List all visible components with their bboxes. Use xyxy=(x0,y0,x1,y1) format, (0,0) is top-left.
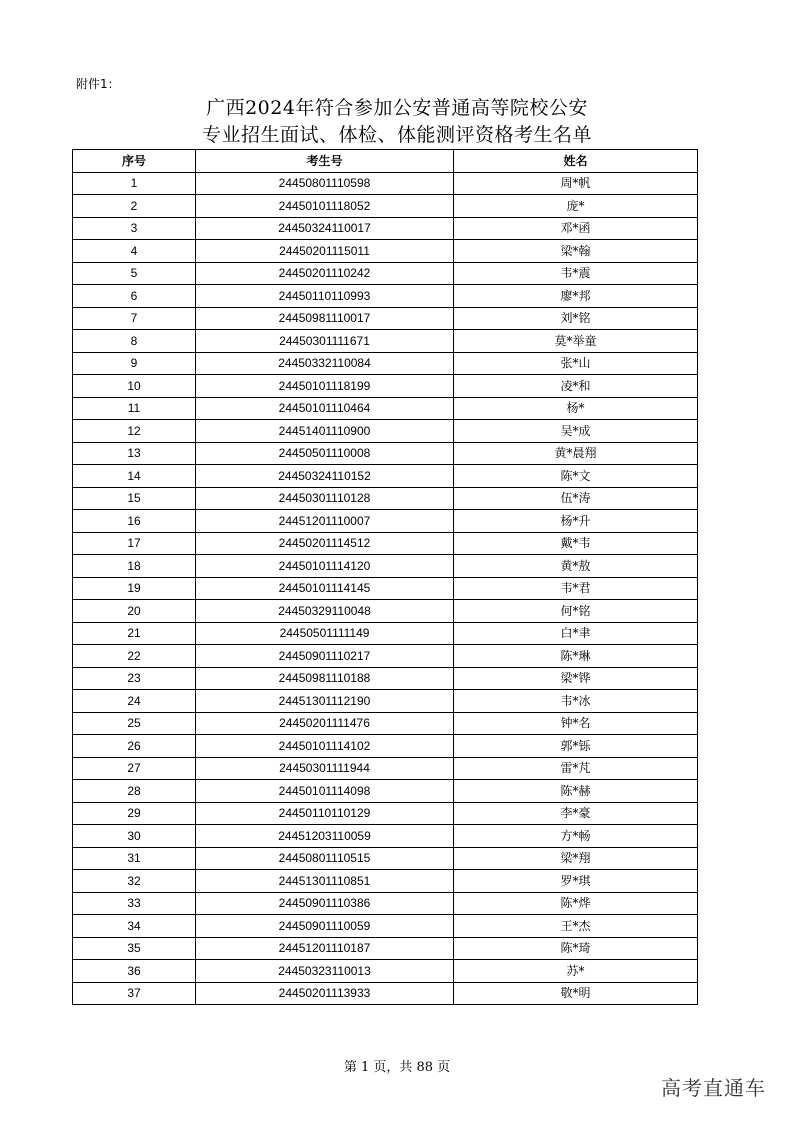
name-cell: 李*豪 xyxy=(454,802,698,825)
candidate-number-cell: 24450329110048 xyxy=(196,600,454,623)
candidate-number-cell: 24450101114120 xyxy=(196,555,454,578)
name-cell: 罗*琪 xyxy=(454,870,698,893)
serial-number-cell: 25 xyxy=(73,712,196,735)
candidate-number-cell: 24450981110188 xyxy=(196,667,454,690)
table-row xyxy=(73,870,698,893)
candidate-number-cell: 24450324110017 xyxy=(196,217,454,240)
name-cell: 庞* xyxy=(454,195,698,218)
table-row xyxy=(73,600,698,623)
candidate-number-cell: 24450201115011 xyxy=(196,240,454,263)
name-cell: 白*聿 xyxy=(454,622,698,645)
candidate-number-cell: 24450101114102 xyxy=(196,735,454,758)
name-cell: 钟*名 xyxy=(454,712,698,735)
candidate-number-cell: 24450332110084 xyxy=(196,352,454,375)
name-cell: 黄*敖 xyxy=(454,555,698,578)
table-row xyxy=(73,375,698,398)
document-title-line2: 专业招生面试、体检、体能测评资格考生名单 xyxy=(201,124,592,146)
table-body xyxy=(73,172,698,1005)
candidate-number-cell: 24450110110129 xyxy=(196,802,454,825)
name-cell: 陈*琳 xyxy=(454,645,698,668)
candidate-number-cell: 24450201113933 xyxy=(196,982,454,1005)
table-row xyxy=(73,802,698,825)
candidate-number-cell: 24451201110187 xyxy=(196,937,454,960)
name-cell: 戴*韦 xyxy=(454,532,698,555)
candidate-number-cell: 24450101114145 xyxy=(196,577,454,600)
serial-number-cell: 17 xyxy=(73,532,196,555)
table-row xyxy=(73,510,698,533)
serial-number-cell: 37 xyxy=(73,982,196,1005)
candidate-number-cell: 24450301110128 xyxy=(196,487,454,510)
name-cell: 陈*烨 xyxy=(454,892,698,915)
name-cell: 杨*升 xyxy=(454,510,698,533)
serial-number-cell: 26 xyxy=(73,735,196,758)
serial-number-cell: 32 xyxy=(73,870,196,893)
name-cell: 廖*邦 xyxy=(454,285,698,308)
name-cell: 周*帆 xyxy=(454,172,698,195)
name-cell: 敬*明 xyxy=(454,982,698,1005)
table-row xyxy=(73,532,698,555)
serial-number-cell: 31 xyxy=(73,847,196,870)
watermark: 高考直通车 xyxy=(661,1076,766,1100)
table-row xyxy=(73,577,698,600)
name-cell: 方*畅 xyxy=(454,825,698,848)
table-row xyxy=(73,330,698,353)
table-row xyxy=(73,825,698,848)
candidate-number-cell: 24450901110217 xyxy=(196,645,454,668)
name-cell: 陈*琦 xyxy=(454,937,698,960)
candidate-number-cell: 24450101114098 xyxy=(196,780,454,803)
name-cell: 杨* xyxy=(454,397,698,420)
table-row xyxy=(73,352,698,375)
serial-number-cell: 3 xyxy=(73,217,196,240)
candidate-number-cell: 24450324110152 xyxy=(196,465,454,488)
table-row xyxy=(73,645,698,668)
serial-number-cell: 9 xyxy=(73,352,196,375)
header-candidate-number: 考生号 xyxy=(196,150,454,173)
serial-number-cell: 34 xyxy=(73,915,196,938)
serial-number-cell: 22 xyxy=(73,645,196,668)
candidate-number-cell: 24450801110515 xyxy=(196,847,454,870)
name-cell: 张*山 xyxy=(454,352,698,375)
candidate-number-cell: 24450101118199 xyxy=(196,375,454,398)
serial-number-cell: 20 xyxy=(73,600,196,623)
candidate-number-cell: 24450501110008 xyxy=(196,442,454,465)
candidate-table xyxy=(72,149,698,1005)
table-row xyxy=(73,555,698,578)
table-row xyxy=(73,465,698,488)
serial-number-cell: 27 xyxy=(73,757,196,780)
table-row xyxy=(73,690,698,713)
candidate-number-cell: 24451301110851 xyxy=(196,870,454,893)
serial-number-cell: 15 xyxy=(73,487,196,510)
candidate-number-cell: 24450301111671 xyxy=(196,330,454,353)
candidate-number-cell: 24450110110993 xyxy=(196,285,454,308)
name-cell: 王*杰 xyxy=(454,915,698,938)
serial-number-cell: 14 xyxy=(73,465,196,488)
serial-number-cell: 19 xyxy=(73,577,196,600)
name-cell: 梁*翰 xyxy=(454,240,698,263)
candidate-number-cell: 24451301112190 xyxy=(196,690,454,713)
serial-number-cell: 6 xyxy=(73,285,196,308)
table-row xyxy=(73,442,698,465)
serial-number-cell: 21 xyxy=(73,622,196,645)
candidate-number-cell: 24450801110598 xyxy=(196,172,454,195)
name-cell: 郭*铄 xyxy=(454,735,698,758)
name-cell: 莫*举童 xyxy=(454,330,698,353)
serial-number-cell: 5 xyxy=(73,262,196,285)
attachment-label: 附件1： xyxy=(76,77,120,91)
serial-number-cell: 23 xyxy=(73,667,196,690)
serial-number-cell: 12 xyxy=(73,420,196,443)
name-cell: 韦*震 xyxy=(454,262,698,285)
table-row xyxy=(73,307,698,330)
name-cell: 韦*君 xyxy=(454,577,698,600)
table-row xyxy=(73,892,698,915)
table-row xyxy=(73,937,698,960)
name-cell: 邓*函 xyxy=(454,217,698,240)
table-row xyxy=(73,735,698,758)
name-cell: 陈*赫 xyxy=(454,780,698,803)
document-title-line1: 广西2024年符合参加公安普通高等院校公安 xyxy=(206,97,588,119)
candidate-number-cell: 24451203110059 xyxy=(196,825,454,848)
serial-number-cell: 30 xyxy=(73,825,196,848)
table-row xyxy=(73,262,698,285)
name-cell: 梁*铧 xyxy=(454,667,698,690)
serial-number-cell: 2 xyxy=(73,195,196,218)
serial-number-cell: 18 xyxy=(73,555,196,578)
table-row xyxy=(73,172,698,195)
candidate-number-cell: 24451401110900 xyxy=(196,420,454,443)
name-cell: 雷*芃 xyxy=(454,757,698,780)
name-cell: 凌*和 xyxy=(454,375,698,398)
name-cell: 何*铭 xyxy=(454,600,698,623)
header-name: 姓名 xyxy=(454,150,698,173)
name-cell: 陈*文 xyxy=(454,465,698,488)
serial-number-cell: 13 xyxy=(73,442,196,465)
candidate-number-cell: 24450901110386 xyxy=(196,892,454,915)
table-row xyxy=(73,285,698,308)
header-serial-number: 序号 xyxy=(73,150,196,173)
page-footer: 第 1 页，共 88 页 xyxy=(343,1060,451,1075)
table-row xyxy=(73,420,698,443)
serial-number-cell: 28 xyxy=(73,780,196,803)
serial-number-cell: 35 xyxy=(73,937,196,960)
table-row xyxy=(73,397,698,420)
name-cell: 吴*成 xyxy=(454,420,698,443)
name-cell: 苏* xyxy=(454,960,698,983)
serial-number-cell: 36 xyxy=(73,960,196,983)
candidate-number-cell: 24450201110242 xyxy=(196,262,454,285)
table-row xyxy=(73,847,698,870)
serial-number-cell: 7 xyxy=(73,307,196,330)
serial-number-cell: 8 xyxy=(73,330,196,353)
candidate-number-cell: 24450201114512 xyxy=(196,532,454,555)
candidate-number-cell: 24450981110017 xyxy=(196,307,454,330)
serial-number-cell: 10 xyxy=(73,375,196,398)
name-cell: 黄*晨翔 xyxy=(454,442,698,465)
candidate-number-cell: 24450901110059 xyxy=(196,915,454,938)
table-row xyxy=(73,240,698,263)
candidate-number-cell: 24450323110013 xyxy=(196,960,454,983)
serial-number-cell: 24 xyxy=(73,690,196,713)
name-cell: 刘*铭 xyxy=(454,307,698,330)
candidate-number-cell: 24450301111944 xyxy=(196,757,454,780)
table-row xyxy=(73,622,698,645)
table-row xyxy=(73,960,698,983)
name-cell: 梁*翔 xyxy=(454,847,698,870)
serial-number-cell: 29 xyxy=(73,802,196,825)
candidate-number-cell: 24450201111476 xyxy=(196,712,454,735)
name-cell: 伍*涛 xyxy=(454,487,698,510)
table-row xyxy=(73,757,698,780)
table-row xyxy=(73,487,698,510)
table-row xyxy=(73,982,698,1005)
serial-number-cell: 1 xyxy=(73,172,196,195)
table-row xyxy=(73,195,698,218)
candidate-number-cell: 24450101118052 xyxy=(196,195,454,218)
table-row xyxy=(73,780,698,803)
table-header-row xyxy=(73,150,698,173)
table-row xyxy=(73,217,698,240)
candidate-number-cell: 24450501111149 xyxy=(196,622,454,645)
table-row xyxy=(73,915,698,938)
name-cell: 韦*冰 xyxy=(454,690,698,713)
serial-number-cell: 33 xyxy=(73,892,196,915)
table-row xyxy=(73,667,698,690)
serial-number-cell: 4 xyxy=(73,240,196,263)
serial-number-cell: 16 xyxy=(73,510,196,533)
serial-number-cell: 11 xyxy=(73,397,196,420)
table-row xyxy=(73,712,698,735)
candidate-number-cell: 24451201110007 xyxy=(196,510,454,533)
candidate-number-cell: 24450101110464 xyxy=(196,397,454,420)
